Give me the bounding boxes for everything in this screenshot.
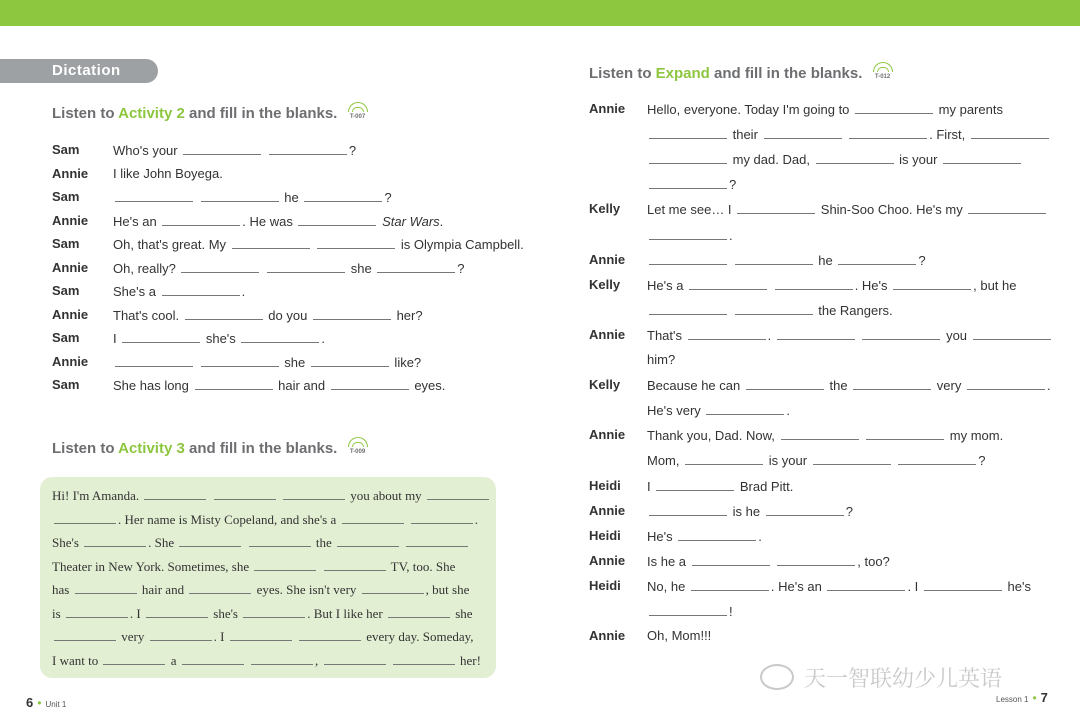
dialogue-line: He's . [647,528,762,544]
speaker-name: Heidi [589,577,621,593]
speaker-name: Annie [589,628,626,644]
dialogue-line: Oh, that's great. My is Olympia Campbell. [113,237,524,252]
speaker-name: Sam [52,330,80,345]
dialogue-line: Oh, really? she ? [113,260,465,276]
speaker-name: Annie [52,306,89,322]
answer-blank[interactable] [181,260,259,273]
dictation-label: Dictation [52,62,121,79]
answer-blank[interactable] [649,176,727,189]
answer-blank[interactable] [967,377,1045,390]
answer-blank[interactable] [649,227,727,240]
answer-blank[interactable] [311,354,389,367]
answer-blank[interactable] [388,605,450,618]
answer-blank[interactable] [827,578,905,591]
dialogue-line: their . First, [647,126,1051,142]
answer-blank[interactable] [816,151,894,164]
answer-blank[interactable] [84,534,146,547]
answer-blank[interactable] [185,307,263,320]
dictation-tab [0,59,158,83]
speaker-name: Sam [52,236,80,251]
answer-blank[interactable] [214,487,276,500]
answer-blank[interactable] [201,354,279,367]
dialogue-line: He's an . He was Star Wars. [113,213,444,229]
dialogue-line: him? [647,352,676,367]
speaker-name: Kelly [589,201,621,217]
answer-blank[interactable] [331,377,409,390]
dialogue-line: my dad. Dad, is your [647,151,1023,167]
answer-blank[interactable] [122,330,200,343]
answer-blank[interactable] [689,277,767,290]
answer-blank[interactable] [162,283,240,296]
dialogue-line: ! [647,603,733,619]
answer-blank[interactable] [781,427,859,440]
section3-heading: Listen to Expand and fill in the blanks. T-012 [589,62,895,82]
watermark: 天一智联幼少儿英语 [760,662,1002,693]
answer-blank[interactable] [685,452,763,465]
speaker-name: Annie [52,259,89,275]
answer-blank[interactable] [855,101,933,114]
answer-blank[interactable] [201,189,279,202]
speaker-name: Kelly [589,377,621,393]
dialogue-line: . [647,227,733,243]
speaker-name: Annie [589,101,626,116]
section2-heading: Listen to Activity 3 and fill in the blanks. T-009 [52,437,370,457]
answer-blank[interactable] [411,511,473,524]
speaker-name: Annie [589,552,626,568]
chat-bubble-icon [760,664,794,690]
audio-track-icon[interactable]: T-009 [346,437,370,457]
answer-blank[interactable] [862,327,940,340]
answer-blank[interactable] [267,260,345,273]
answer-blank[interactable] [853,377,931,390]
dialogue-line: ? [647,176,736,192]
answer-blank[interactable] [656,478,734,491]
answer-blank[interactable] [688,327,766,340]
answer-blank[interactable] [362,581,424,594]
dialogue-line: She's a . [113,284,246,299]
answer-blank[interactable] [115,189,193,202]
right-footer: Lesson 1 • 7 [996,690,1048,705]
answer-blank[interactable] [241,330,319,343]
answer-blank[interactable] [691,578,769,591]
answer-blank[interactable] [317,236,395,249]
answer-blank[interactable] [195,377,273,390]
dialogue-line: Oh, Mom!!! [647,628,712,644]
answer-blank[interactable] [66,605,128,618]
answer-blank[interactable] [849,126,927,139]
dialogue-line: is he ? [647,503,853,519]
answer-blank[interactable] [249,534,311,547]
answer-blank[interactable] [269,142,347,155]
dialogue-line: That's . you [647,327,1053,343]
dialogue-line: Who's your ? [113,143,357,158]
answer-blank[interactable] [377,260,455,273]
passage-line: Hi! I'm Amanda. you about my [52,487,491,504]
passage-box [40,477,496,678]
answer-blank[interactable] [144,487,206,500]
speaker-name: Sam [52,377,80,392]
answer-blank[interactable] [971,126,1049,139]
dialogue-line: I she's . [113,331,326,346]
answer-blank[interactable] [182,652,244,665]
dialogue-line: she like? [113,354,421,370]
answer-blank[interactable] [299,628,361,641]
answer-blank[interactable] [777,327,855,340]
answer-blank[interactable] [766,503,844,516]
audio-track-icon[interactable]: T-012 [871,62,895,82]
answer-blank[interactable] [179,534,241,547]
answer-blank[interactable] [150,628,212,641]
answer-blank[interactable] [973,327,1051,340]
speaker-name: Annie [589,326,626,342]
speaker-name: Kelly [589,276,621,292]
top-accent-bar [0,0,1080,26]
dialogue-line: Because he can the very . [647,378,1051,394]
dialogue-line: He's a . He's , but he [647,277,1017,293]
answer-blank[interactable] [189,581,251,594]
answer-blank[interactable] [692,553,770,566]
dialogue-line: Is he a , too? [647,553,890,569]
left-footer: 6 • Unit 1 [26,695,67,710]
dialogue-line: the Rangers. [647,302,893,318]
answer-blank[interactable] [324,558,386,571]
answer-blank[interactable] [183,142,261,155]
answer-blank[interactable] [746,377,824,390]
speaker-name: Annie [52,353,89,369]
answer-blank[interactable] [313,307,391,320]
dialogue-line: Let me see… I Shin-Soo Choo. He's my [647,201,1048,217]
passage-line: She's . She the [52,534,470,551]
passage-line: I want to a , her! [52,652,481,668]
answer-blank[interactable] [406,534,468,547]
answer-blank[interactable] [243,605,305,618]
speaker-name: Sam [52,142,80,157]
speaker-name: Heidi [589,477,621,493]
dialogue-line: No, he . He's an . I he's [647,578,1031,594]
speaker-name: Annie [589,251,626,267]
answer-blank[interactable] [427,487,489,500]
speaker-name: Annie [52,165,89,181]
answer-blank[interactable] [232,236,310,249]
dialogue-line: Hello, everyone. Today I'm going to my parents [647,102,1003,117]
answer-blank[interactable] [764,126,842,139]
answer-blank[interactable] [254,558,316,571]
answer-blank[interactable] [304,189,382,202]
answer-blank[interactable] [649,126,727,139]
answer-blank[interactable] [342,511,404,524]
answer-blank[interactable] [737,201,815,214]
answer-blank[interactable] [283,487,345,500]
answer-blank[interactable] [649,503,727,516]
speaker-name: Annie [589,427,626,443]
answer-blank[interactable] [838,252,916,265]
dialogue-line: he ? [647,252,926,268]
answer-blank[interactable] [54,628,116,641]
dialogue-line: He's very . [647,403,791,419]
answer-blank[interactable] [813,452,891,465]
section1-heading: Listen to Activity 2 and fill in the blanks. T-007 [52,102,370,122]
dialogue-line: he ? [113,189,392,205]
audio-track-icon[interactable]: T-007 [346,102,370,122]
answer-blank[interactable] [649,151,727,164]
answer-blank[interactable] [103,652,165,665]
speaker-name: Annie [589,502,626,518]
dialogue-line: I Brad Pitt. [647,478,794,494]
speaker-name: Annie [52,212,89,228]
answer-blank[interactable] [893,277,971,290]
answer-blank[interactable] [337,534,399,547]
speaker-name: Sam [52,189,80,204]
dialogue-line: That's cool. do you her? [113,307,423,323]
answer-blank[interactable] [146,605,208,618]
answer-blank[interactable] [706,402,784,415]
answer-blank[interactable] [298,213,376,226]
answer-blank[interactable] [230,628,292,641]
answer-blank[interactable] [649,252,727,265]
passage-line: has hair and eyes. She isn't very , but she [52,582,470,597]
dialogue-line: Thank you, Dad. Now, my mom. [647,428,1004,444]
passage-line: Theater in New York. Sometimes, she TV, too. She [52,558,456,574]
dialogue-line: I like John Boyega. [113,165,223,181]
answer-blank[interactable] [924,578,1002,591]
passage-line: is . I she's . But I like her she [52,605,473,621]
answer-blank[interactable] [866,427,944,440]
dialogue-line: Mom, is your ? [647,453,986,469]
answer-blank[interactable] [735,252,813,265]
answer-blank[interactable] [75,581,137,594]
answer-blank[interactable] [115,354,193,367]
answer-blank[interactable] [54,511,116,524]
answer-blank[interactable] [162,213,240,226]
answer-blank[interactable] [898,452,976,465]
answer-blank[interactable] [251,652,313,665]
speaker-name: Heidi [589,527,621,543]
passage-line: . Her name is Misty Copeland, and she's a . [52,511,478,528]
answer-blank[interactable] [324,652,386,665]
answer-blank[interactable] [678,528,756,541]
answer-blank[interactable] [943,151,1021,164]
answer-blank[interactable] [775,277,853,290]
answer-blank[interactable] [777,553,855,566]
passage-line: very . I every day. Someday, [52,628,474,645]
answer-blank[interactable] [393,652,455,665]
answer-blank[interactable] [968,201,1046,214]
answer-blank[interactable] [649,603,727,616]
answer-blank[interactable] [735,302,813,315]
dialogue-line: She has long hair and eyes. [113,378,446,393]
answer-blank[interactable] [649,302,727,315]
speaker-name: Sam [52,283,80,298]
